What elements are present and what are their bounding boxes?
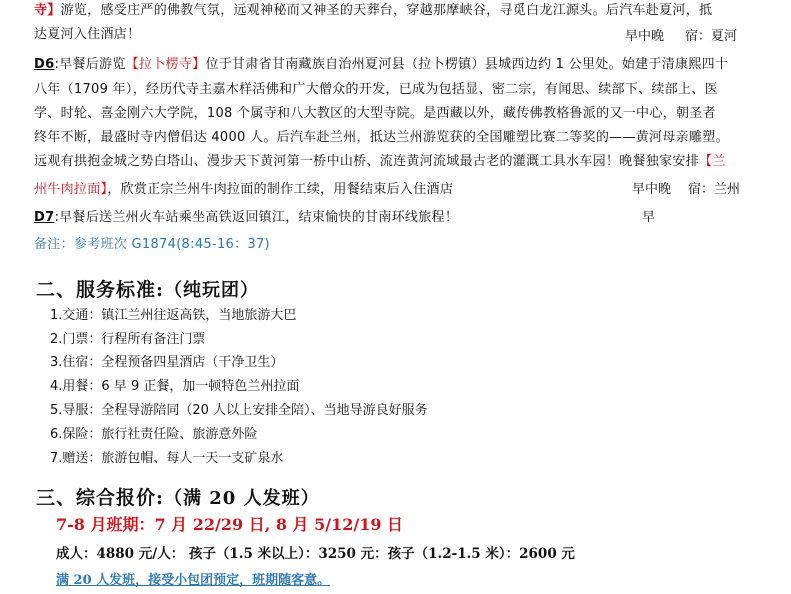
service-item: 4.用餐：6 早 9 正餐，加一顿特色兰州拉面: [50, 379, 300, 394]
itinerary-line-2: [34, 25, 140, 45]
d6-line-2: 八年（1709 年），经历代寺主嘉木样活佛和广大僧众的开发，已成为包括显、密二宗，有闻思、续部下、续部上、医: [34, 82, 718, 97]
service-item: 3.住宿：全程预备四星酒店（干净卫生）: [50, 355, 284, 370]
schedule-dates: 7-8 月班期：7 月 22/29 日, 8 月 5/12/19 日: [56, 515, 404, 534]
temple-name-fragment: 寺】: [34, 3, 61, 18]
service-heading-paren: （纯玩团）: [164, 280, 260, 301]
itinerary-text: 达夏河入住酒店！: [34, 27, 141, 42]
labrang-temple-highlight: 【拉卜楞寺】: [125, 57, 206, 72]
service-item: 7.赠送：旅游包帽、每人一天一支矿泉水: [50, 451, 284, 466]
day-label-d6: D6: [34, 57, 55, 72]
group-booking-link[interactable]: 满 20 人发班，接受小包团预定，班期随客意。: [56, 573, 331, 588]
d6-line-3: 学、时轮、喜金刚六大学院，108 个属寺和八大教区的大型寺院。是西藏以外，藏传佛教格鲁派的又一中心，朝圣者: [34, 106, 716, 121]
price-list: 成人：4880 元/人： 孩子（1.5 米以上）：3250 元：孩子（1.2-1.5 米）：2600 元: [56, 546, 575, 562]
d6-text: 远观有拱抱金城之势白塔山、漫步天下黄河第一桥中山桥、流连黄河流域最古老的灌溉工具水车园！晚餐独家安排: [34, 154, 700, 169]
d6-line-4: 终年不断，最盛时寺内僧侣达 4000 人。后汽车赴兰州，抵达兰州游览获的全国雕塑比赛二等奖的——黄河母亲雕塑。: [34, 130, 729, 145]
service-item: 6.保险：旅行社责任险、旅游意外险: [50, 427, 258, 442]
lanzhou-noodle-highlight: 【兰: [699, 154, 726, 169]
itinerary-line-1: [34, 1, 712, 21]
d6-text: ，欣赏正宗兰州牛肉拉面的制作工续，用餐结束后入住酒店: [107, 182, 454, 197]
itinerary-text: 游览，感受庄严的佛教气氛，远观神秘而又神圣的天葬台，穿越那摩峡谷，寻觅白龙江源头。后汽车赴夏河，抵: [60, 3, 713, 18]
service-item: 1.交通：镇江兰州往返高铁，当地旅游大巴: [50, 308, 297, 323]
d6-text: 位于甘肃省甘南藏族自治州夏河县（拉卜楞镇）县城西边约 1 公里处。始建于清康熙四十: [205, 57, 729, 72]
pricing-heading-paren: （满 20 人发班）: [164, 488, 320, 509]
day5-meals: 早中晚: [625, 29, 665, 44]
d6-line-1: [34, 55, 728, 75]
d7-meals: 早: [642, 210, 656, 225]
train-note: 备注：参考班次 G1874(8:45-16：37): [34, 237, 270, 252]
d6-line-5: [34, 152, 726, 172]
d7-text: :早餐后送兰州火车站乘坐高铁返回镇江，结束愉快的甘南环线旅程！: [54, 210, 459, 225]
d6-line-6: [34, 180, 453, 200]
service-standard-heading: [36, 275, 259, 302]
service-item: 5.导服：全程导游陪同（20 人以上安排全陪）、当地导游良好服务: [50, 403, 428, 418]
d6-meals: 早中晚: [632, 182, 672, 197]
pricing-heading-text: 三、综合报价:: [36, 487, 165, 509]
service-item: 2.门票：行程所有备注门票: [50, 332, 206, 347]
d6-stay: 宿：兰州: [688, 182, 741, 197]
service-heading-text: 二、服务标准:: [36, 279, 165, 301]
lanzhou-noodle-highlight: 州牛肉拉面】: [34, 182, 108, 197]
pricing-heading: [36, 483, 320, 510]
d7-line: [34, 208, 458, 228]
day5-stay: 宿：夏河: [685, 29, 738, 44]
day-label-d7: D7: [34, 210, 55, 225]
d6-intro: :早餐后游览: [54, 57, 126, 72]
